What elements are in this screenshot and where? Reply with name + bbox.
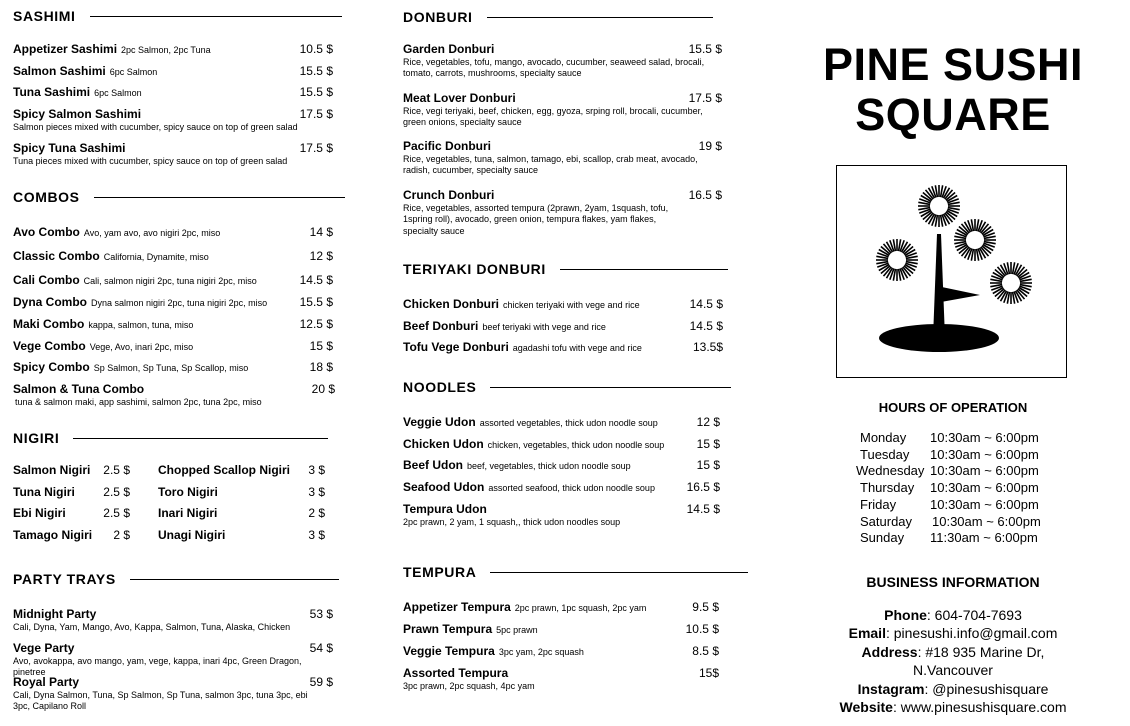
- section-divider: [490, 387, 731, 388]
- menu-item: [13, 317, 333, 331]
- section-header-teriyaki-donburi: [403, 261, 728, 277]
- item-name: Chicken Udon: [403, 437, 484, 451]
- business-website: [822, 699, 1084, 715]
- item-name: Beef Udon: [403, 458, 463, 472]
- menu-item: [13, 42, 333, 56]
- section-divider: [130, 579, 339, 580]
- section-title: SASHIMI: [13, 8, 76, 24]
- hours-title: HOURS OF OPERATION: [878, 400, 1028, 415]
- item-price: 19 $: [698, 139, 722, 153]
- item-name: Classic Combo: [13, 249, 100, 263]
- hours-time: 10:30am ~ 6:00pm: [930, 447, 1039, 462]
- business-instagram: [822, 681, 1084, 697]
- item-name: Vege Party: [13, 641, 75, 655]
- menu-item: [13, 339, 333, 353]
- item-price: 14.5 $: [689, 297, 723, 311]
- item-desc: California, Dynamite, miso: [103, 252, 209, 262]
- item-price: 2 $: [113, 528, 130, 542]
- item-name: Maki Combo: [13, 317, 85, 331]
- menu-item: [403, 502, 720, 528]
- section-header-donburi: [403, 9, 713, 25]
- item-price: 3 $: [308, 528, 325, 542]
- section-title: NIGIRI: [13, 430, 60, 446]
- logo-burst: [954, 219, 996, 261]
- logo-trunk: [933, 234, 945, 338]
- item-desc: 6pc Salmon: [94, 88, 142, 98]
- business-email: [822, 625, 1084, 641]
- item-desc: Vege, Avo, inari 2pc, miso: [89, 342, 194, 352]
- item-desc: Rice, vegetables, tofu, mango, avocado, cucumber, seaweed salad, brocali, tomato, carrots, mushrooms, specialty sauce: [403, 57, 705, 79]
- item-desc: Cali, Dyna, Yam, Mango, Avo, Kappa, Salmon, Tuna, Alaska, Chicken: [13, 622, 291, 632]
- section-divider: [560, 269, 728, 270]
- menu-item: [403, 480, 720, 494]
- menu-item: [403, 600, 719, 614]
- section-divider: [90, 16, 342, 17]
- section-title: DONBURI: [403, 9, 473, 25]
- hours-day: Sunday: [860, 530, 905, 545]
- item-desc: assorted vegetables, thick udon noodle soup: [479, 418, 658, 428]
- item-price: 15.5 $: [299, 295, 333, 309]
- hours-day: Monday: [860, 430, 907, 445]
- hours-time: 10:30am ~ 6:00pm: [930, 480, 1039, 495]
- item-price: 14 $: [309, 225, 333, 239]
- menu-item: [403, 139, 722, 177]
- hours-time: 10:30am ~ 6:00pm: [932, 514, 1041, 529]
- business-address: [822, 644, 1084, 660]
- hours-day: Tuesday: [860, 447, 910, 462]
- item-name: Garden Donburi: [403, 42, 495, 56]
- item-price: 15 $: [309, 339, 333, 353]
- item-desc: agadashi tofu with vege and rice: [512, 343, 642, 353]
- item-name: Ebi Nigiri: [13, 506, 66, 520]
- item-desc: 5pc prawn: [496, 625, 538, 635]
- item-desc: Sp Salmon, Sp Tuna, Sp Scallop, miso: [93, 363, 249, 373]
- item-name: Chicken Donburi: [403, 297, 500, 311]
- section-divider: [487, 17, 713, 18]
- menu-item: [13, 675, 333, 713]
- menu-item: [13, 64, 333, 78]
- item-desc: 6pc Salmon: [109, 67, 158, 77]
- section-header-party-trays: [13, 571, 339, 587]
- logo-burst: [876, 239, 918, 281]
- section-header-combos: [13, 189, 345, 205]
- item-desc: 3pc prawn, 2pc squash, 4pc yam: [403, 681, 535, 691]
- item-name: Veggie Tempura: [403, 644, 495, 658]
- item-price: 14.5 $: [299, 273, 333, 287]
- section-header-noodles: [403, 379, 731, 395]
- item-price: 16.5 $: [688, 188, 722, 202]
- menu-item: [403, 91, 722, 129]
- item-name: Veggie Udon: [403, 415, 476, 429]
- menu-item: [13, 249, 333, 263]
- item-price: 54 $: [309, 641, 333, 655]
- item-desc: Salmon pieces mixed with cucumber, spicy sauce on top of green salad: [13, 122, 298, 132]
- item-desc: Avo, yam avo, avo nigiri 2pc, miso: [83, 228, 221, 238]
- restaurant-title-line1: PINE SUSHI: [822, 39, 1084, 90]
- menu-item: [403, 297, 723, 311]
- item-desc: kappa, salmon, tuna, miso: [88, 320, 194, 330]
- section-header-sashimi: [13, 8, 342, 24]
- item-price: 3 $: [308, 463, 325, 477]
- hours-day: Saturday: [860, 514, 913, 529]
- item-desc: Rice, vegi teriyaki, beef, chicken, egg, gyoza, srping roll, brocali, cucumber, green onions, specialty sauce: [403, 106, 703, 128]
- item-name: Crunch Donburi: [403, 188, 495, 202]
- item-name: Appetizer Sashimi: [13, 42, 118, 56]
- item-desc: 2pc Salmon, 2pc Tuna: [121, 45, 211, 55]
- item-name: Spicy Tuna Sashimi: [13, 141, 126, 155]
- menu-item: [403, 458, 720, 472]
- item-price: 18 $: [309, 360, 333, 374]
- section-title: COMBOS: [13, 189, 80, 205]
- email-value: : pinesushi.info@gmail.com: [885, 625, 1058, 641]
- item-desc: 2pc prawn, 2 yam, 1 squash,, thick udon noodles soup: [403, 517, 621, 527]
- section-title: NOODLES: [403, 379, 477, 395]
- item-name: Meat Lover Donburi: [403, 91, 516, 105]
- item-desc: Dyna salmon nigiri 2pc, tuna nigiri 2pc, miso: [91, 298, 268, 308]
- item-price: 15.5 $: [299, 85, 333, 99]
- item-desc: Cali, Dyna Salmon, Tuna, Sp Salmon, Sp Tuna, salmon 3pc, tuna 3pc, ebi 3pc, Capilano Roll: [13, 690, 308, 712]
- item-name: Spicy Salmon Sashimi: [13, 107, 142, 121]
- section-title: TEMPURA: [403, 564, 477, 580]
- restaurant-title-line2: SQUARE: [855, 89, 1051, 140]
- item-price: 14.5 $: [689, 319, 723, 333]
- item-name: Tuna Nigiri: [13, 485, 75, 499]
- hours-time: 10:30am ~ 6:00pm: [930, 463, 1039, 478]
- item-price: 12 $: [309, 249, 333, 263]
- hours-time: 11:30am ~ 6:00pm: [930, 530, 1038, 545]
- item-name: Cali Combo: [13, 273, 80, 287]
- business-info-title: BUSINESS INFORMATION: [866, 574, 1040, 590]
- item-name: Salmon Sashimi: [13, 64, 106, 78]
- logo-branch: [937, 286, 980, 302]
- section-header-nigiri: [13, 430, 328, 446]
- item-price: 9.5 $: [692, 600, 719, 614]
- instagram-value: : @pinesushisquare: [924, 681, 1049, 697]
- item-price: 2.5 $: [103, 485, 130, 499]
- section-divider: [94, 197, 345, 198]
- item-price: 20 $: [311, 382, 335, 396]
- hours-day: Thursday: [860, 480, 915, 495]
- hours-day: Wednesday: [856, 463, 925, 478]
- item-name: Avo Combo: [13, 225, 80, 239]
- item-name: Toro Nigiri: [158, 485, 218, 499]
- item-price: 3 $: [308, 485, 325, 499]
- section-divider: [73, 438, 328, 439]
- menu-item: [403, 42, 722, 80]
- menu-item: [13, 85, 333, 99]
- item-price: 10.5 $: [685, 622, 719, 636]
- menu-item: [13, 295, 333, 309]
- item-name: Inari Nigiri: [158, 506, 218, 520]
- menu-item: [13, 382, 335, 408]
- menu-item: [13, 607, 333, 633]
- menu-item: [13, 273, 333, 287]
- item-desc: beef teriyaki with vege and rice: [482, 322, 606, 332]
- hours-time: 10:30am ~ 6:00pm: [930, 497, 1039, 512]
- phone-value: : 604-704-7693: [926, 607, 1022, 623]
- item-name: Vege Combo: [13, 339, 86, 353]
- item-name: Midnight Party: [13, 607, 97, 621]
- item-price: 59 $: [309, 675, 333, 689]
- item-desc: assorted seafood, thick udon noodle soup: [488, 483, 655, 493]
- item-price: 53 $: [309, 607, 333, 621]
- hours-day: Friday: [860, 497, 897, 512]
- item-price: 15$: [698, 666, 719, 680]
- item-name: Dyna Combo: [13, 295, 88, 309]
- item-desc: 3pc yam, 2pc squash: [498, 647, 584, 657]
- item-name: Tamago Nigiri: [13, 528, 93, 542]
- business-address-line2: N.Vancouver: [913, 662, 993, 678]
- pine-tree-logo-svg: [837, 166, 1066, 377]
- section-divider: [490, 572, 748, 573]
- item-name: Assorted Tempura: [403, 666, 509, 680]
- item-price: 15 $: [696, 458, 720, 472]
- item-desc: Avo, avokappa, avo mango, yam, vege, kappa, inari 4pc, Green Dragon, pinetree: [13, 656, 302, 678]
- section-title: TERIYAKI DONBURI: [403, 261, 546, 277]
- section-header-tempura: [403, 564, 748, 580]
- item-desc: chicken, vegetables, thick udon noodle soup: [487, 440, 665, 450]
- item-desc: Tuna pieces mixed with cucumber, spicy sauce on top of green salad: [13, 156, 288, 166]
- item-desc: Cali, salmon nigiri 2pc, tuna nigiri 2pc, miso: [83, 276, 257, 286]
- business-phone: [822, 607, 1084, 623]
- item-price: 12.5 $: [299, 317, 333, 331]
- item-price: 12 $: [696, 415, 720, 429]
- item-name: Unagi Nigiri: [158, 528, 226, 542]
- item-price: 17.5 $: [299, 141, 333, 155]
- menu-item: [13, 225, 333, 239]
- item-price: 17.5 $: [299, 107, 333, 121]
- item-name: Tofu Vege Donburi: [403, 340, 509, 354]
- item-name: Tempura Udon: [403, 502, 487, 516]
- menu-item: [403, 666, 719, 692]
- item-desc: chicken teriyaki with vege and rice: [503, 300, 640, 310]
- address-label: Address: [861, 644, 918, 660]
- item-price: 13.5$: [692, 340, 723, 354]
- item-price: 2 $: [308, 506, 325, 520]
- item-name: Beef Donburi: [403, 319, 479, 333]
- website-value: : www.pinesushisquare.com: [892, 699, 1067, 715]
- item-price: 17.5 $: [688, 91, 722, 105]
- item-name: Salmon & Tuna Combo: [13, 382, 145, 396]
- item-price: 15.5 $: [688, 42, 722, 56]
- logo-burst: [918, 185, 960, 227]
- menu-item: [13, 360, 333, 374]
- logo-bursts: [876, 185, 1032, 304]
- item-name: Seafood Udon: [403, 480, 485, 494]
- item-price: 16.5 $: [686, 480, 720, 494]
- item-name: Royal Party: [13, 675, 80, 689]
- item-name: Pacific Donburi: [403, 139, 492, 153]
- menu-item: [13, 641, 333, 679]
- menu-item: [403, 319, 723, 333]
- instagram-label: Instagram: [857, 681, 925, 697]
- logo-burst: [990, 262, 1032, 304]
- section-title: PARTY TRAYS: [13, 571, 116, 587]
- item-price: 10.5 $: [299, 42, 333, 56]
- menu-item: [13, 141, 333, 167]
- item-price: 14.5 $: [686, 502, 720, 516]
- website-label: Website: [839, 699, 893, 715]
- menu-item: [13, 107, 333, 133]
- item-price: 2.5 $: [103, 506, 130, 520]
- restaurant-title: [822, 40, 1084, 140]
- item-price: 15.5 $: [299, 64, 333, 78]
- email-label: Email: [848, 625, 886, 641]
- address-value: : #18 935 Marine Dr,: [917, 644, 1045, 660]
- item-name: Spicy Combo: [13, 360, 90, 374]
- item-name: Appetizer Tempura: [403, 600, 511, 614]
- item-price: 15 $: [696, 437, 720, 451]
- item-name: Tuna Sashimi: [13, 85, 91, 99]
- menu-item: [403, 437, 720, 451]
- menu-item: [403, 415, 720, 429]
- menu-item: [403, 644, 719, 658]
- item-price: 2.5 $: [103, 463, 130, 477]
- menu-item: [403, 622, 719, 636]
- menu-item: [403, 340, 723, 354]
- item-price: 8.5 $: [692, 644, 719, 658]
- item-name: Salmon Nigiri: [13, 463, 91, 477]
- pine-tree-logo-icon: [836, 165, 1067, 378]
- item-desc: Rice, vegetables, tuna, salmon, tamago, ebi, scallop, crab meat, avocado, radish, cucumber, specialty sauce: [403, 154, 698, 176]
- hours-time: 10:30am ~ 6:00pm: [930, 430, 1039, 445]
- item-name: Chopped Scallop Nigiri: [158, 463, 291, 477]
- menu-item: [403, 188, 722, 237]
- phone-label: Phone: [884, 607, 927, 623]
- item-name: Prawn Tempura: [403, 622, 493, 636]
- item-desc: 2pc prawn, 1pc squash, 2pc yam: [514, 603, 647, 613]
- item-desc: beef, vegetables, thick udon noodle soup: [467, 461, 631, 471]
- item-desc: tuna & salmon maki, app sashimi, salmon 2pc, tuna 2pc, miso: [15, 397, 262, 407]
- item-desc: Rice, vegetables, assorted tempura (2prawn, 2yam, 1squash, tofu, 1spring roll), avocado, green onion, tempura flakes, yam flakes, specialty sauce: [403, 203, 669, 236]
